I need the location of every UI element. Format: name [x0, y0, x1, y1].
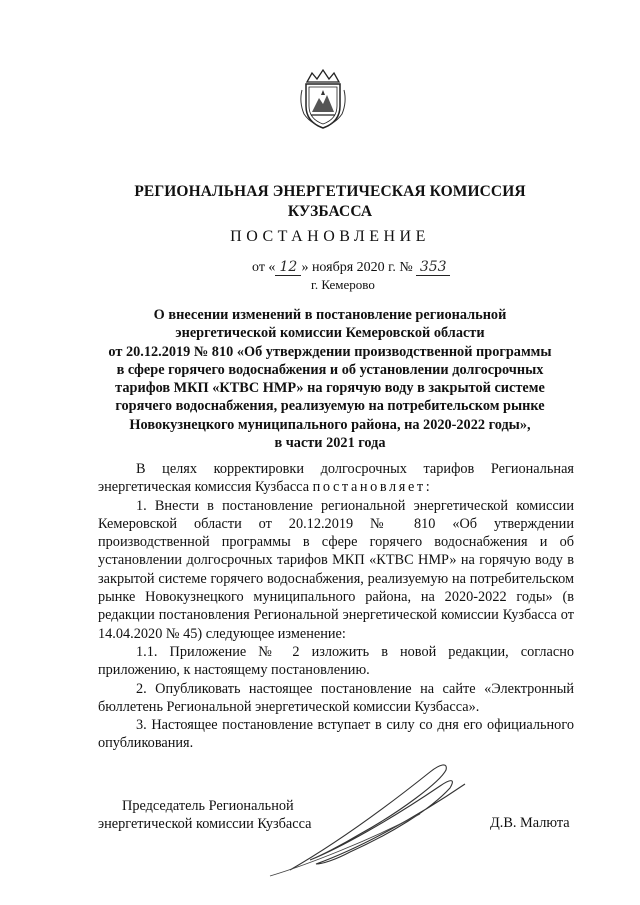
title-line: О внесении изменений в постановление региональной	[153, 307, 507, 323]
city: г. Кемерово	[311, 277, 375, 292]
org-line-1: РЕГИОНАЛЬНАЯ ЭНЕРГЕТИЧЕСКАЯ КОМИССИЯ	[134, 183, 526, 200]
date-day-handwritten: 12	[275, 259, 301, 276]
title-line: от 20.12.2019 № 810 «Об утверждении производственной программы	[108, 343, 552, 360]
intro-paragraph	[98, 460, 574, 497]
date-prefix: от «	[252, 260, 276, 275]
title-line: горячего водоснабжения, реализуемую на потребительском рынке	[115, 398, 545, 415]
paragraph-2: 2. Опубликовать настоящее постановление на сайте «Электронный бюллетень Региональной энергетической комиссии Кузбасса».	[98, 680, 574, 715]
title-line: энергетической комиссии Кемеровской области	[175, 325, 485, 342]
title-line: в части 2021 года	[274, 435, 386, 452]
document-number-handwritten: 353	[416, 259, 450, 276]
document-type: ПОСТАНОВЛЕНИЕ	[230, 228, 430, 245]
paragraph-1: 1. Внести в постановление региональной энергетической комиссии Кемеровской области от 20.12.2019 № 810 «Об утверждении производственной программы в сфере горячего водоснабжения и об установлении долгосрочных тарифов МКП «КТВС НМР» на горячую воду в закрытой системе горячего водоснабжения, реализуемую на потребительском рынке Новокузнецкого муниципального района, на 2020-2022 годы» (в редакции постановления Региональной энергетической комиссии Кузбасса от 14.04.2020 № 45) следующее изменение:	[98, 497, 574, 642]
document-body	[98, 460, 574, 753]
org-line-2: КУЗБАССА	[287, 203, 373, 220]
paragraph-3: 3. Настоящее постановление вступает в силу со дня его официального опубликования.	[98, 717, 574, 752]
resolves-word: постановляет	[312, 479, 426, 496]
title-line: тарифов МКП «КТВС НМР» на горячую воду в закрытой системе	[115, 380, 545, 397]
intro-text: В целях корректировки долгосрочных тарифов Региональная энергетическая комиссия Кузбасса	[98, 461, 574, 496]
document-title	[86, 306, 574, 452]
paragraph-1-1: 1.1. Приложение № 2 изложить в новой редакции, согласно приложению, к настоящему постановлению.	[98, 643, 574, 679]
organization-name	[100, 182, 560, 222]
title-line: в сфере горячего водоснабжения и об установлении долгосрочных	[116, 361, 544, 378]
document-date-line	[252, 259, 450, 276]
handwritten-signature	[250, 752, 480, 882]
coat-of-arms-emblem	[298, 68, 348, 130]
intro-end: :	[425, 479, 430, 496]
title-line: Новокузнецкого муниципального района, на 2020-2022 годы»,	[129, 416, 531, 433]
date-suffix: » ноября 2020 г. №	[301, 260, 413, 275]
signatory-name: Д.В. Малюта	[490, 815, 570, 831]
position-line-1: Председатель Региональной	[122, 798, 294, 814]
position-line-2: энергетической комиссии Кузбасса	[98, 816, 312, 833]
